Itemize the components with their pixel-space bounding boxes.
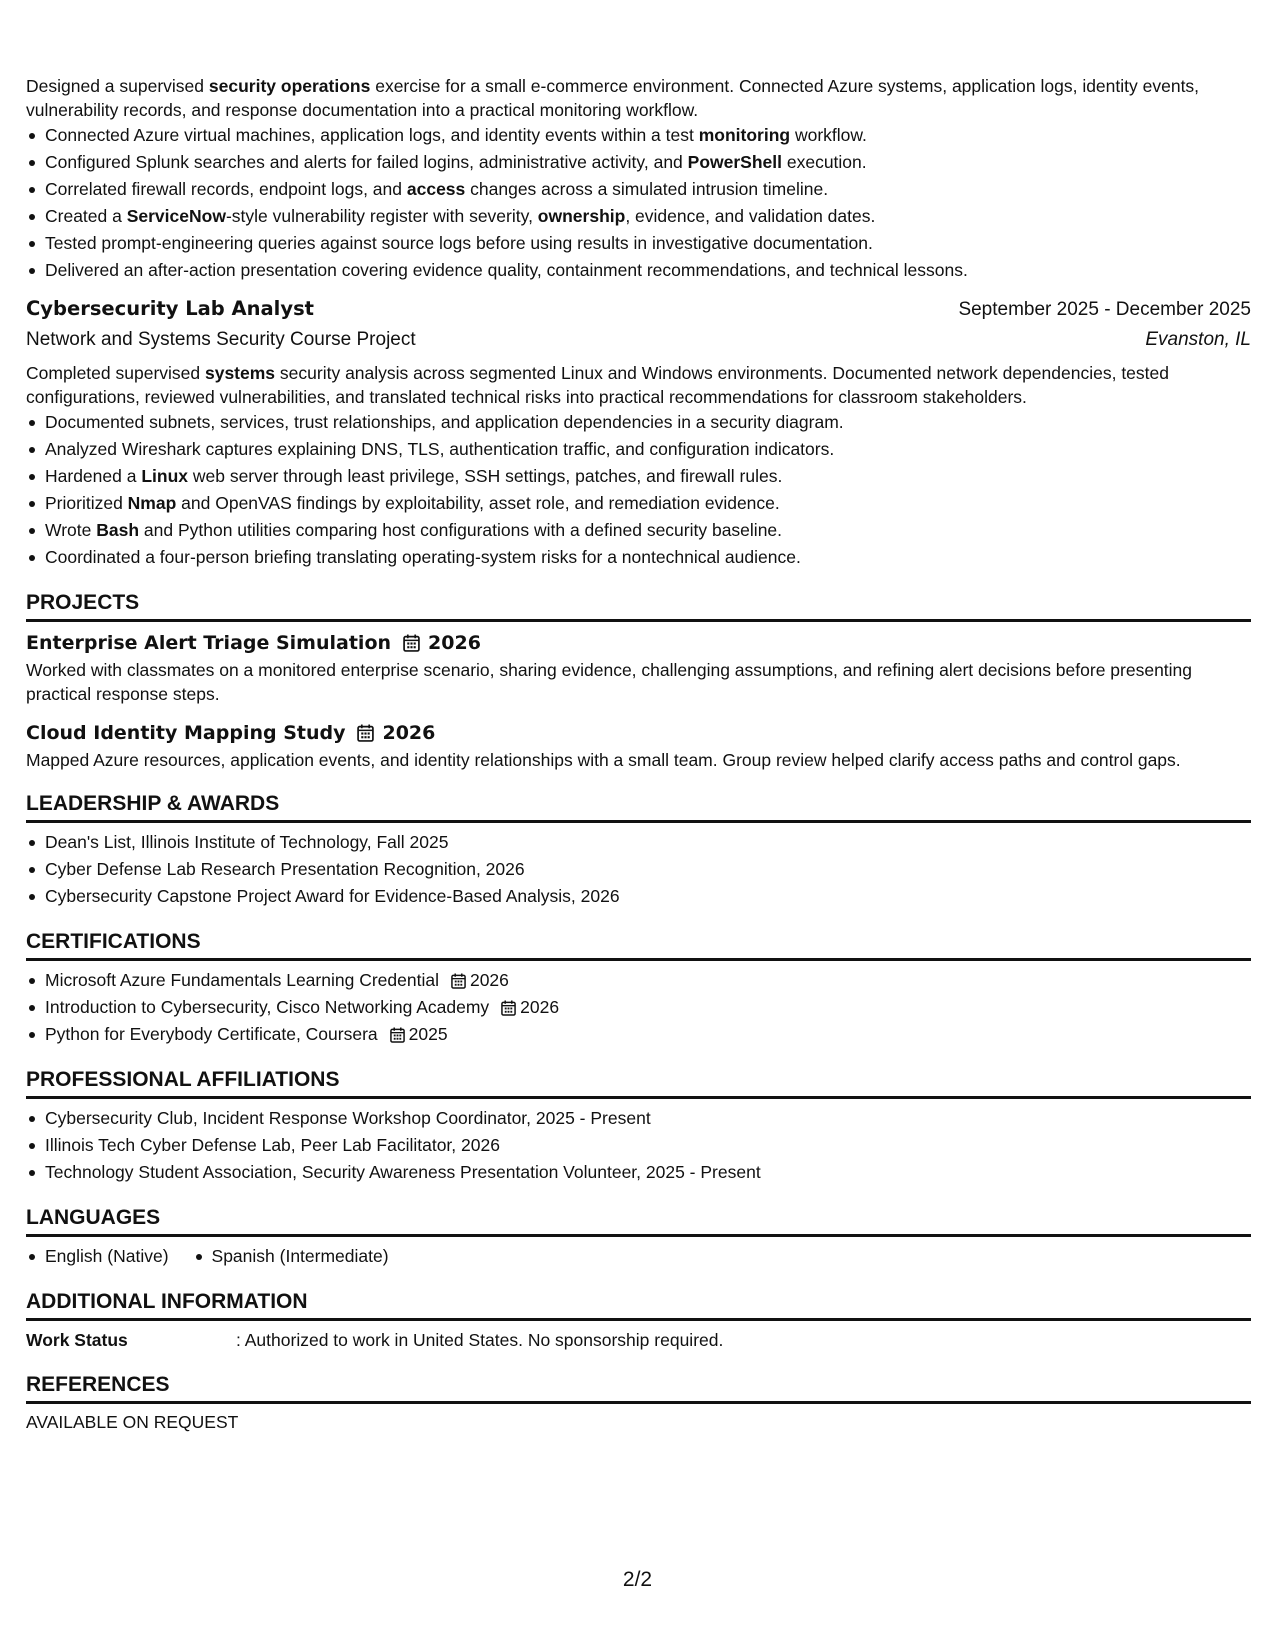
certification-name: Python for Everybody Certificate, Coursera [45, 1024, 378, 1044]
work-status-label: Work Status [26, 1330, 128, 1350]
list-item: Cybersecurity Club, Incident Response Workshop Coordinator, 2025 - Present [26, 1105, 1251, 1132]
references-text: AVAILABLE ON REQUEST [26, 1412, 239, 1432]
certifications-list [26, 967, 1251, 1048]
list-item: English (Native) [26, 1243, 169, 1270]
job-organization: Network and Systems Security Course Project [26, 329, 416, 350]
project-header [26, 628, 1251, 658]
list-item [26, 1021, 1251, 1048]
calendar-icon [357, 724, 374, 742]
list-item: Hardened a Linux web server through least privilege, SSH settings, patches, and firewall rules. [26, 463, 1251, 490]
section-heading-leadership: LEADERSHIP & AWARDS [26, 790, 1251, 823]
list-item: Cyber Defense Lab Research Presentation Recognition, 2026 [26, 856, 1251, 883]
certification-year: 2025 [408, 1024, 448, 1044]
project-year: 2026 [382, 722, 436, 744]
certification-name: Introduction to Cybersecurity, Cisco Networking Academy [45, 997, 490, 1017]
project-title: Cloud Identity Mapping Study [26, 722, 346, 744]
list-item: Cybersecurity Capstone Project Award for Evidence-Based Analysis, 2026 [26, 883, 1251, 910]
list-item: Coordinated a four-person briefing translating operating-system risks for a nontechnical audience. [26, 544, 1251, 571]
section-heading-languages: LANGUAGES [26, 1204, 1251, 1237]
list-item: Analyzed Wireshark captures explaining DNS, TLS, authentication traffic, and configuration indicators. [26, 436, 1251, 463]
project-description: Worked with classmates on a monitored enterprise scenario, sharing evidence, challenging assumptions, and refining alert decisions before presenting practical response steps. [26, 660, 1193, 704]
section-heading-certifications: CERTIFICATIONS [26, 928, 1251, 961]
experience-header [26, 294, 1251, 325]
page-number: 2/2 [622, 1568, 653, 1591]
list-item: Illinois Tech Cyber Defense Lab, Peer Lab Facilitator, 2026 [26, 1132, 1251, 1159]
affiliations-list [26, 1105, 1251, 1186]
summary-bullet-list [26, 122, 1251, 284]
list-item: Dean's List, Illinois Institute of Technology, Fall 2025 [26, 829, 1251, 856]
job-location: Evanston, IL [1145, 329, 1251, 350]
job-dates: September 2025 - December 2025 [958, 299, 1251, 320]
resume-page-2 [26, 74, 1251, 1434]
section-heading-projects: PROJECTS [26, 589, 1251, 622]
list-item: Prioritized Nmap and OpenVAS findings by exploitability, asset role, and remediation evidence. [26, 490, 1251, 517]
section-heading-affiliations: PROFESSIONAL AFFILIATIONS [26, 1066, 1251, 1099]
calendar-icon [403, 634, 420, 652]
list-item: Correlated firewall records, endpoint logs, and access changes across a simulated intrusion timeline. [26, 176, 1251, 203]
section-heading-references: REFERENCES [26, 1371, 1251, 1404]
list-item: Documented subnets, services, trust relationships, and application dependencies in a security diagram. [26, 409, 1251, 436]
list-item: Created a ServiceNow-style vulnerability register with severity, ownership, evidence, and validation dates. [26, 203, 1251, 230]
list-item: Technology Student Association, Security Awareness Presentation Volunteer, 2025 - Present [26, 1159, 1251, 1186]
calendar-icon [390, 1027, 405, 1043]
certification-name: Microsoft Azure Fundamentals Learning Credential [45, 970, 439, 990]
calendar-icon [501, 1000, 516, 1016]
certification-year: 2026 [520, 997, 560, 1017]
list-item: Configured Splunk searches and alerts for failed logins, administrative activity, and PowerShell execution. [26, 149, 1251, 176]
project-year: 2026 [428, 632, 481, 654]
section-heading-additional: ADDITIONAL INFORMATION [26, 1288, 1251, 1321]
project-title: Enterprise Alert Triage Simulation [26, 632, 392, 654]
project-description: Mapped Azure resources, application events, and identity relationships with a small team. Group review helped clarify access paths and control gaps. [26, 750, 1181, 770]
job-bullet-list [26, 409, 1251, 571]
job-description: Completed supervised systems security analysis across segmented Linux and Windows environments. Documented network dependencies, tested configurations, reviewed vulnerabilities, and translated technical risks into practical recommendations for classroom stakeholders. [26, 363, 1169, 407]
list-item [26, 967, 1251, 994]
list-item: Delivered an after-action presentation covering evidence quality, containment recommendations, and technical lessons. [26, 257, 1251, 284]
leadership-list [26, 829, 1251, 910]
list-item [26, 994, 1251, 1021]
work-status-row [26, 1327, 1251, 1353]
list-item: Tested prompt-engineering queries against source logs before using results in investigative documentation. [26, 230, 1251, 257]
certification-year: 2026 [469, 970, 509, 990]
list-item: Connected Azure virtual machines, application logs, and identity events within a test monitoring workflow. [26, 122, 1251, 149]
languages-list [26, 1243, 1251, 1270]
list-item: Wrote Bash and Python utilities comparing host configurations with a defined security baseline. [26, 517, 1251, 544]
summary-paragraph: Designed a supervised security operations exercise for a small e-commerce environment. Connected Azure systems, application logs, identity events, vulnerability records, and response documentation into a practical monitoring workflow. [26, 76, 1200, 120]
experience-subheader [26, 325, 1251, 355]
list-item: Spanish (Intermediate) [193, 1243, 389, 1270]
calendar-icon [451, 973, 466, 989]
project-header [26, 718, 1251, 748]
work-status-value: : Authorized to work in United States. No sponsorship required. [236, 1330, 724, 1350]
job-title: Cybersecurity Lab Analyst [26, 297, 315, 320]
